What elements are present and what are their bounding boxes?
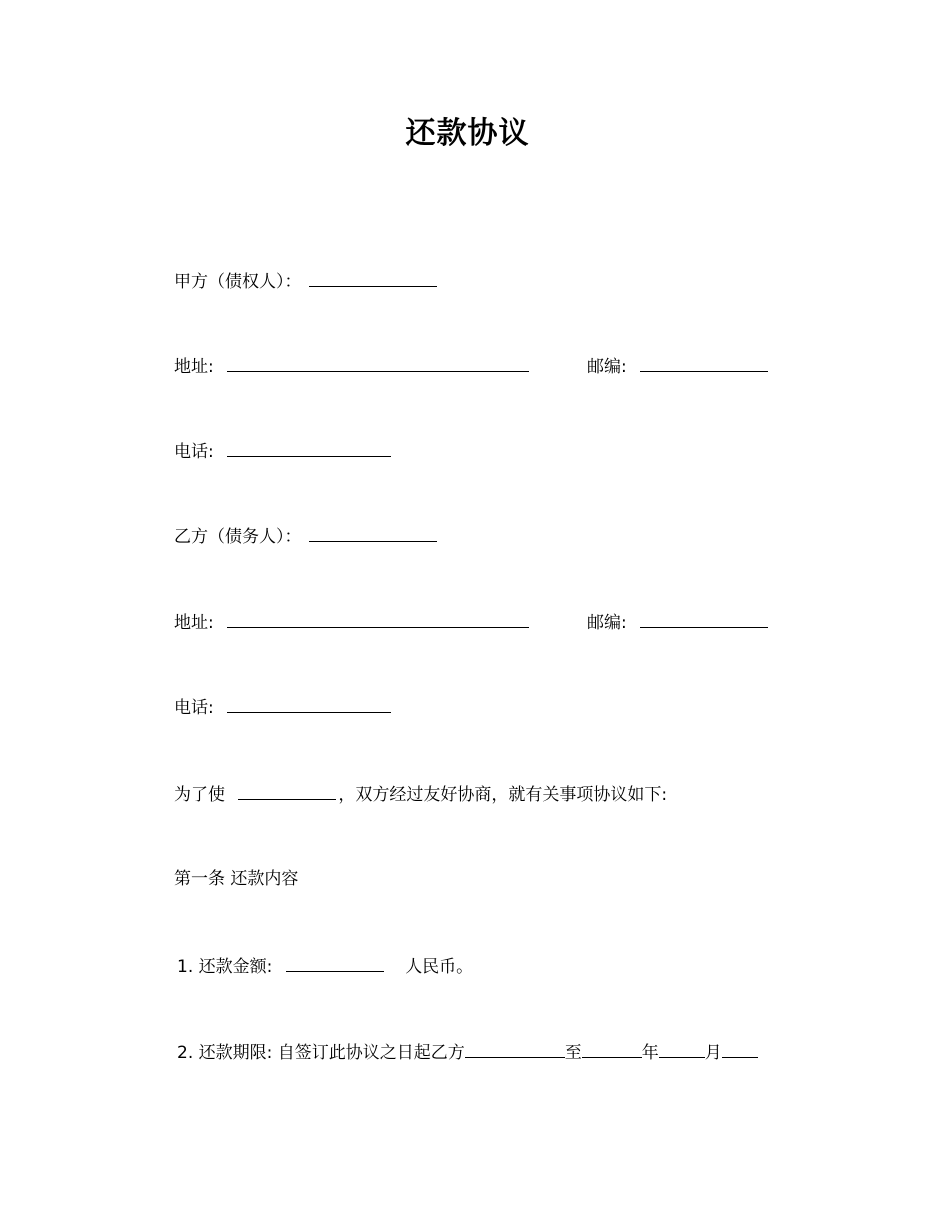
repayment-month-blank[interactable] [659,1040,705,1058]
item-2-year: 年 [641,1043,659,1063]
party-b-phone-blank[interactable] [227,695,391,713]
item-1-suffix: 人民币。 [405,957,474,977]
item-1-label: . 还款金额: [187,957,273,977]
party-a-label: 甲方（债权人）： [174,272,302,292]
preamble-before: 为了使 [174,785,225,805]
party-b-name-blank[interactable] [309,524,437,542]
party-b-phone-label: 电话: [174,698,214,718]
item-2-label: . 还款期限: 自签订此协议之日起乙方 [187,1043,465,1063]
party-b-address-label: 地址: [174,613,214,633]
party-a-address-blank[interactable] [227,354,529,372]
party-a-postcode-blank[interactable] [640,354,768,372]
preamble-after: ，双方经过友好协商，就有关事项协议如下: [338,785,668,805]
preamble [174,782,667,807]
party-b-row [174,524,439,549]
party-a-postcode-row [587,354,770,379]
party-b-postcode-blank[interactable] [640,610,768,628]
item-1-number: 1 [177,957,188,977]
article-1-heading: 第一条 还款内容 [174,869,299,889]
item-2-to: 至 [564,1043,582,1063]
party-a-phone-label: 电话: [174,442,214,462]
article-1-item-1 [177,954,473,979]
party-b-address-row [174,610,531,635]
preamble-purpose-blank[interactable] [238,782,336,800]
repayment-start-blank[interactable] [465,1040,565,1058]
party-b-postcode-label: 邮编: [587,613,627,633]
repayment-amount-blank[interactable] [286,954,384,972]
party-a-phone-row [174,439,393,464]
party-a-postcode-label: 邮编: [587,357,627,377]
party-a-address-row [174,354,531,379]
party-b-postcode-row [587,610,770,635]
article-1-item-2 [177,1040,758,1065]
document-title: 还款协议 [405,116,530,151]
item-2-number: 2 [177,1043,188,1063]
item-2-month: 月 [704,1043,722,1063]
party-b-address-blank[interactable] [227,610,529,628]
repayment-day-blank[interactable] [722,1040,758,1058]
party-a-name-blank[interactable] [309,269,437,287]
party-b-label: 乙方（债务人）： [174,527,302,547]
party-a-phone-blank[interactable] [227,439,391,457]
repayment-year-blank[interactable] [582,1040,642,1058]
party-a-address-label: 地址: [174,357,214,377]
party-b-phone-row [174,695,393,720]
party-a-row [174,269,439,294]
